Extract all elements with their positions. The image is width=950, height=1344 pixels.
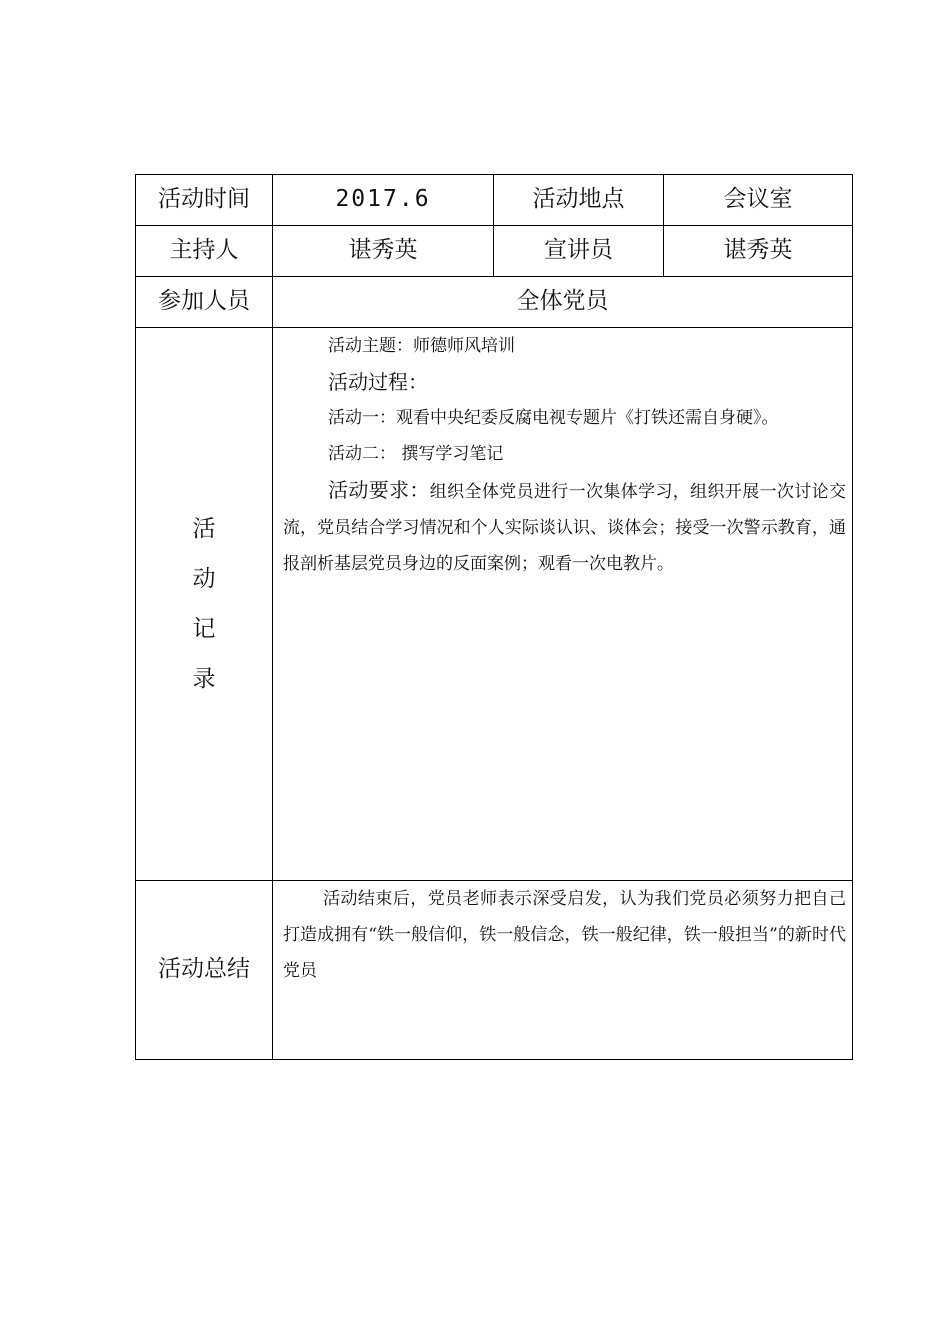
time-label: 活动时间	[136, 175, 273, 226]
host-speaker-row	[136, 226, 853, 277]
time-place-row	[136, 175, 853, 226]
summary-row	[136, 881, 853, 1060]
requirement-paragraph	[283, 472, 846, 582]
participants-value: 全体党员	[273, 277, 853, 328]
summary-label: 活动总结	[136, 881, 273, 1060]
activity1-line	[283, 400, 846, 436]
activity-record-table	[135, 174, 853, 1060]
theme-value: 师德师风培训	[413, 336, 515, 356]
theme-line	[283, 328, 846, 364]
activity2-label: 活动二：	[328, 444, 396, 464]
summary-text: 活动结束后，党员老师表示深受启发，认为我们党员必须努力把自己打造成拥有“铁一般信仰，铁一般信念，铁一般纪律，铁一般担当”的新时代党员	[283, 889, 846, 981]
participants-label: 参加人员	[136, 277, 273, 328]
record-label-char: 录	[192, 666, 216, 692]
place-value: 会议室	[664, 175, 853, 226]
host-label: 主持人	[136, 226, 273, 277]
speaker-value: 谌秀英	[664, 226, 853, 277]
summary-content	[273, 881, 853, 1060]
place-label: 活动地点	[494, 175, 664, 226]
speaker-label: 宣讲员	[494, 226, 664, 277]
process-label: 活动过程：	[328, 370, 428, 394]
record-label-char: 记	[192, 616, 216, 642]
record-content	[273, 328, 853, 881]
theme-label: 活动主题：	[328, 336, 413, 356]
activity2-text: 撰写学习笔记	[401, 444, 504, 464]
time-value: 2017.6	[273, 175, 494, 226]
host-value: 谌秀英	[273, 226, 494, 277]
requirement-label: 活动要求：	[328, 478, 430, 502]
record-label-char: 活	[192, 516, 216, 542]
activity1-text: 观看中央纪委反腐电视专题片《打铁还需自身硬》。	[396, 408, 779, 428]
record-row	[136, 328, 853, 881]
activity2-line	[283, 436, 846, 472]
requirement-text: 组织全体党员进行一次集体学习，组织开展一次讨论交流，党员结合学习情况和个人实际谈认识、谈体会；接受一次警示教育，通报剖析基层党员身边的反面案例；观看一次电教片。	[283, 482, 847, 574]
record-label	[136, 328, 273, 881]
participants-row	[136, 277, 853, 328]
record-label-char: 动	[192, 566, 216, 592]
activity1-label: 活动一：	[328, 408, 396, 428]
